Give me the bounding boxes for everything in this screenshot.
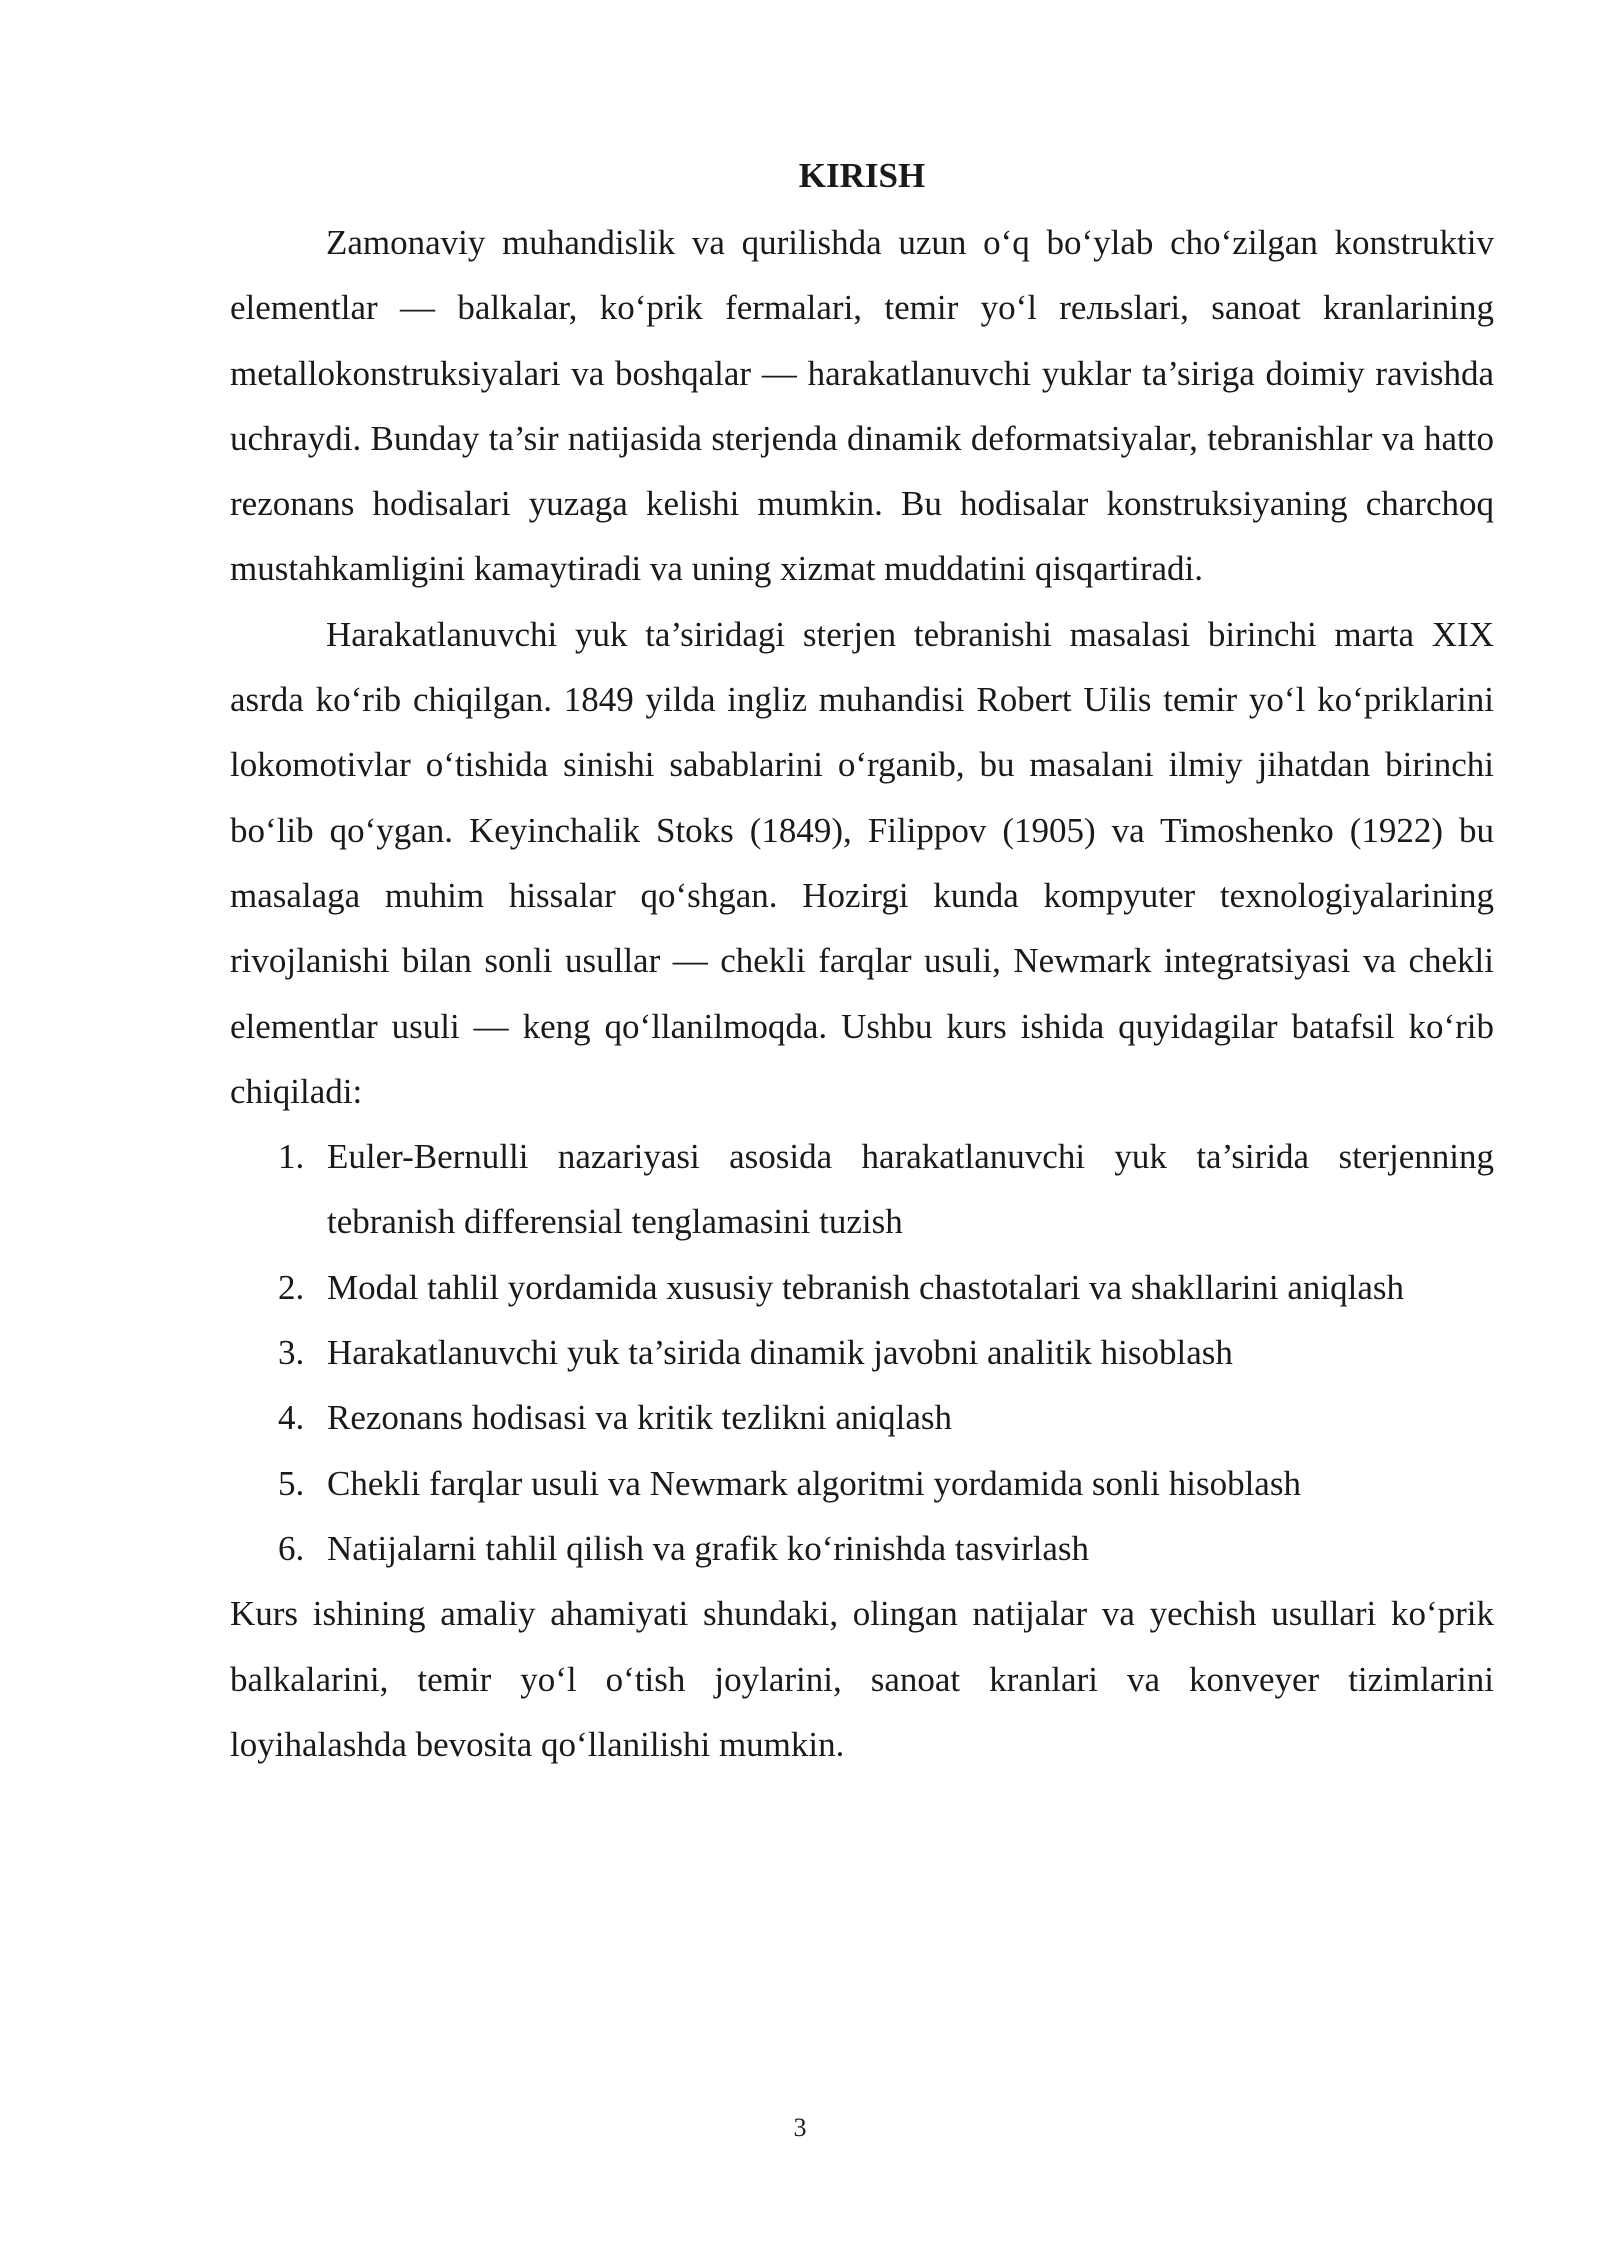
intro-paragraph-2: Harakatlanuvchi yuk ta’siridagi sterjen tebranishi masalasi birinchi marta XIX asrda ko‘rib chiqilgan. 1849 yilda ingliz muhandisi Robert Uilis temir yo‘l ko‘priklarini lokomotivlar o‘tishida sinishi sabablarini o‘rganib, bu masalani ilmiy jihatdan birinchi bo‘lib qo‘ygan. Keyinchalik Stoks (1849), Filippov (1905) va Timoshenko (1922) bu masalaga muhim hissalar qo‘shgan. Hozirgi kunda kompyuter texnologiyalarining rivojlanishi bilan sonli usullar — chekli farqlar usuli, Newmark integratsiyasi va chekli elementlar usuli — keng qo‘llanilmoqda. Ushbu kurs ishida quyidagilar batafsil ko‘rib chiqiladi: xyxy=(230,614,1494,1111)
list-item-number: 5. xyxy=(278,1463,305,1503)
task-list xyxy=(230,1124,1494,1581)
section-heading: KIRISH xyxy=(798,156,926,195)
closing-paragraph: Kurs ishining amaliy ahamiyati shundaki, olingan natijalar va yechish usullari ko‘prik balkalarini, temir yo‘l o‘tish joylarini, sanoat kranlari va konveyer tizimlarini loyihalashda bevosita qo‘llanilishi mumkin. xyxy=(230,1594,1494,1764)
list-item-text: Rezonans hodisasi va kritik tezlikni aniqlash xyxy=(327,1398,953,1438)
list-item-text: Harakatlanuvchi yuk ta’sirida dinamik javobni analitik hisoblash xyxy=(327,1333,1233,1373)
list-item-number: 2. xyxy=(278,1267,305,1307)
list-item-text: Chekli farqlar usuli va Newmark algoritmi yordamida sonli hisoblash xyxy=(327,1463,1301,1503)
page-number: 3 xyxy=(793,2113,807,2142)
intro-paragraph-1: Zamonaviy muhandislik va qurilishda uzun o‘q bo‘ylab cho‘zilgan konstruktiv elementlar — balkalar, ko‘prik fermalari, temir yo‘l reльslari, sanoat kranlarining metallokonstruksiyalari va boshqalar — harakatlanuvchi yuklar ta’siriga doimiy ravishda uchraydi. Bunday ta’sir natijasida sterjenda dinamik deformatsiyalar, tebranishlar va hatto rezonans hodisalari yuzaga kelishi mumkin. Bu hodisalar konstruksiyaning charchoq mustahkamligini kamaytiradi va uning xizmat muddatini qisqartiradi. xyxy=(230,223,1494,589)
list-item xyxy=(230,1385,1494,1450)
list-item xyxy=(230,1320,1494,1385)
list-item-text: Euler-Bernulli nazariyasi asosida harakatlanuvchi yuk ta’sirida sterjenning tebranish differensial tenglamasini tuzish xyxy=(327,1137,1494,1242)
list-item xyxy=(230,1124,1494,1255)
list-item xyxy=(230,1451,1494,1516)
list-item-number: 6. xyxy=(278,1528,305,1568)
list-item xyxy=(230,1255,1494,1320)
list-item xyxy=(230,1516,1494,1581)
list-item-number: 4. xyxy=(278,1398,305,1438)
page-content xyxy=(230,148,1494,1777)
list-item-number: 3. xyxy=(278,1333,305,1373)
list-item-text: Natijalarni tahlil qilish va grafik ko‘rinishda tasvirlash xyxy=(327,1528,1090,1568)
list-item-text: Modal tahlil yordamida xususiy tebranish chastotalari va shakllarini aniqlash xyxy=(327,1267,1404,1307)
list-item-number: 1. xyxy=(278,1137,305,1177)
